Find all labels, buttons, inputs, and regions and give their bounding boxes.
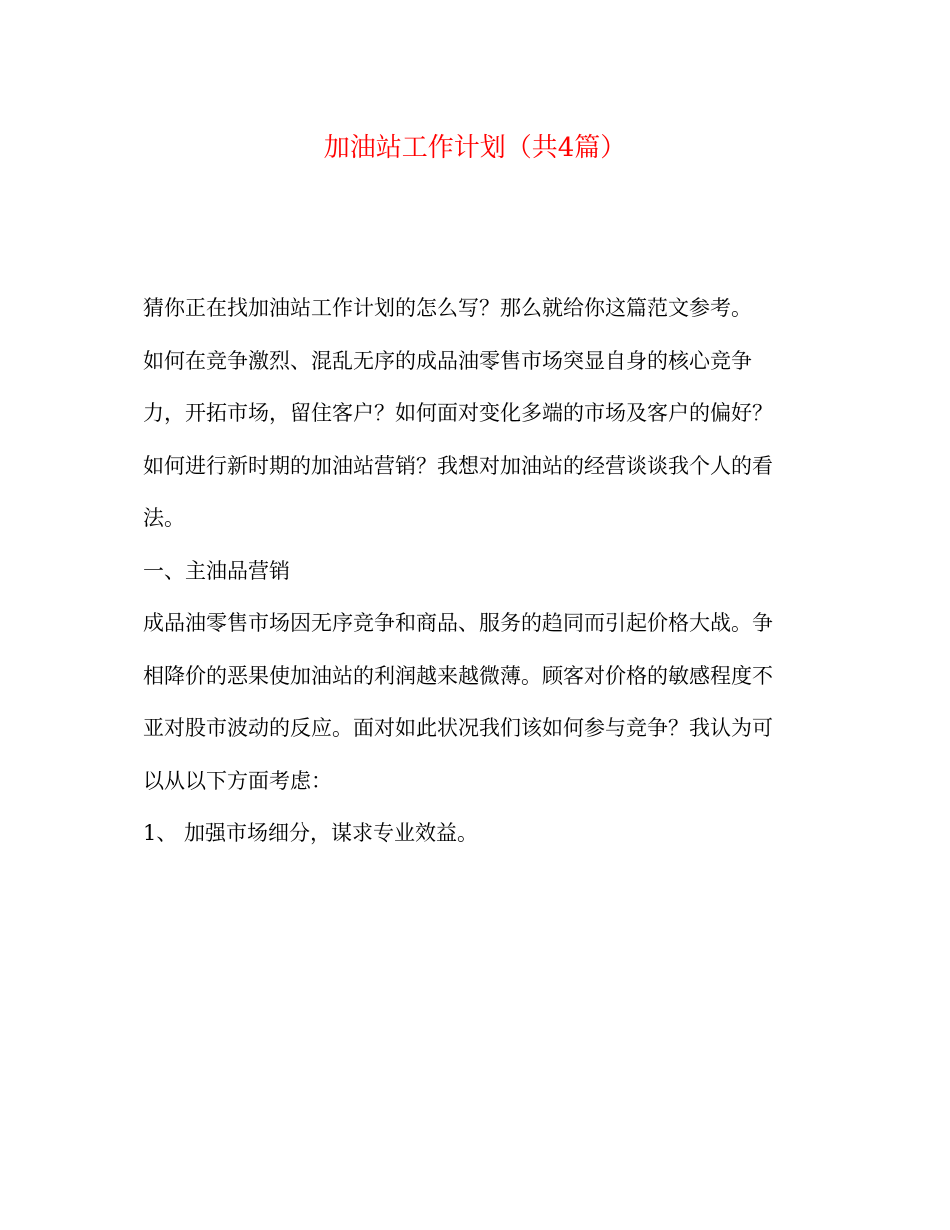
body-line-2: 如何在竞争激烈、混乱无序的成品油零售市场突显自身的核心竞争	[143, 348, 752, 373]
section-heading-1: 一、主油品营销	[143, 558, 290, 583]
body-line-8: 相降价的恶果使加油站的利润越来越微薄。顾客对价格的敏感程度不	[143, 663, 773, 688]
list-item-1: 1、 加强市场细分，谋求专业效益。	[143, 821, 479, 845]
body-line-1: 猜你正在找加油站工作计划的怎么写？那么就给你这篇范文参考。	[143, 296, 752, 320]
body-line-7: 成品油零售市场因无序竞争和商品、服务的趋同而引起价格大战。争	[143, 611, 773, 635]
body-line-10: 以从以下方面考虑：	[143, 768, 332, 793]
document-body	[143, 282, 803, 860]
body-line-5: 法。	[143, 506, 185, 530]
document-title: 加油站工作计划（共4篇）	[323, 133, 627, 163]
body-line-9: 亚对股市波动的反应。面对如此状况我们该如何参与竞争？我认为可	[143, 716, 773, 740]
body-line-4: 如何进行新时期的加油站营销？我想对加油站的经营谈谈我个人的看	[143, 453, 773, 478]
body-line-3: 力，开拓市场，留住客户？如何面对变化多端的市场及客户的偏好？	[143, 401, 773, 425]
